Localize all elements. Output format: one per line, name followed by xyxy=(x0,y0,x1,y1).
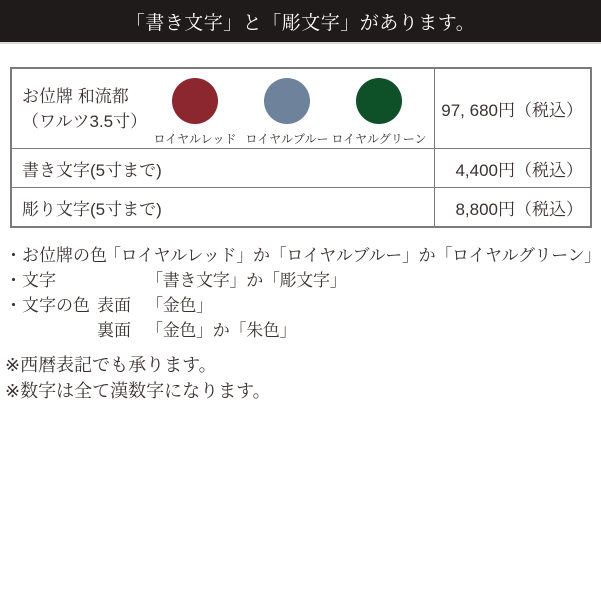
notes xyxy=(5,352,601,404)
color-swatches xyxy=(149,69,425,148)
option-label xyxy=(5,318,97,343)
option-sublabel: 表面 xyxy=(97,296,131,315)
swatch-royal-blue xyxy=(241,78,333,148)
note-western-calendar: ※西暦表記でも承ります。 xyxy=(5,355,217,375)
price-table xyxy=(10,67,592,228)
product-name xyxy=(22,84,149,148)
royal-green-circle-icon xyxy=(356,78,402,124)
swatch-royal-red xyxy=(149,78,241,148)
product-name-line1: お位牌 和流都 xyxy=(22,87,129,106)
row-label: 彫り文字(5寸まで) xyxy=(22,199,162,219)
table-row-engraved-letters xyxy=(12,187,590,226)
product-name-line2: （ワルツ3.5寸） xyxy=(22,112,148,131)
header-bar xyxy=(0,0,601,42)
note-kanji-numerals: ※数字は全て漢数字になります。 xyxy=(5,381,271,401)
swatch-label: ロイヤルグリーン xyxy=(331,132,427,146)
row-label: 書き文字(5寸まで) xyxy=(22,160,162,180)
swatch-label: ロイヤルレッド xyxy=(153,132,237,146)
option-value: 「金色」 xyxy=(146,296,213,315)
option-label: ・文字の色 xyxy=(5,296,90,315)
option-list xyxy=(5,243,601,343)
option-value: 「書き文字」か「彫文字」 xyxy=(146,271,347,290)
swatch-label: ロイヤルブルー xyxy=(245,132,329,146)
header-divider xyxy=(0,42,601,44)
option-sublabel xyxy=(97,268,146,293)
option-row-letter-color-back xyxy=(5,318,601,343)
table-row-written-letters xyxy=(12,148,590,187)
row-price: 8,800円（税込） xyxy=(434,188,590,226)
option-value: 「ロイヤルレッド」か「ロイヤルブルー」か「ロイヤルグリーン」 xyxy=(103,246,601,265)
table-row-product xyxy=(12,69,590,148)
header-title: 「書き文字」と「彫文字」があります。 xyxy=(125,12,476,34)
option-sublabel xyxy=(97,243,104,268)
product-cell xyxy=(12,69,434,148)
option-value: 「金色」か「朱色」 xyxy=(146,321,297,340)
option-row-tablet-color xyxy=(5,243,601,268)
option-sublabel: 裏面 xyxy=(97,321,131,340)
royal-blue-circle-icon xyxy=(264,78,310,124)
row-price: 4,400円（税込） xyxy=(434,149,590,187)
option-row-letter-color-front xyxy=(5,293,601,318)
royal-red-circle-icon xyxy=(172,78,218,124)
option-label: ・お位牌の色 xyxy=(5,246,107,265)
option-label: ・文字 xyxy=(5,271,56,290)
option-row-letter-type xyxy=(5,268,601,293)
swatch-royal-green xyxy=(333,78,425,148)
product-price: 97, 680円（税込） xyxy=(434,69,590,148)
